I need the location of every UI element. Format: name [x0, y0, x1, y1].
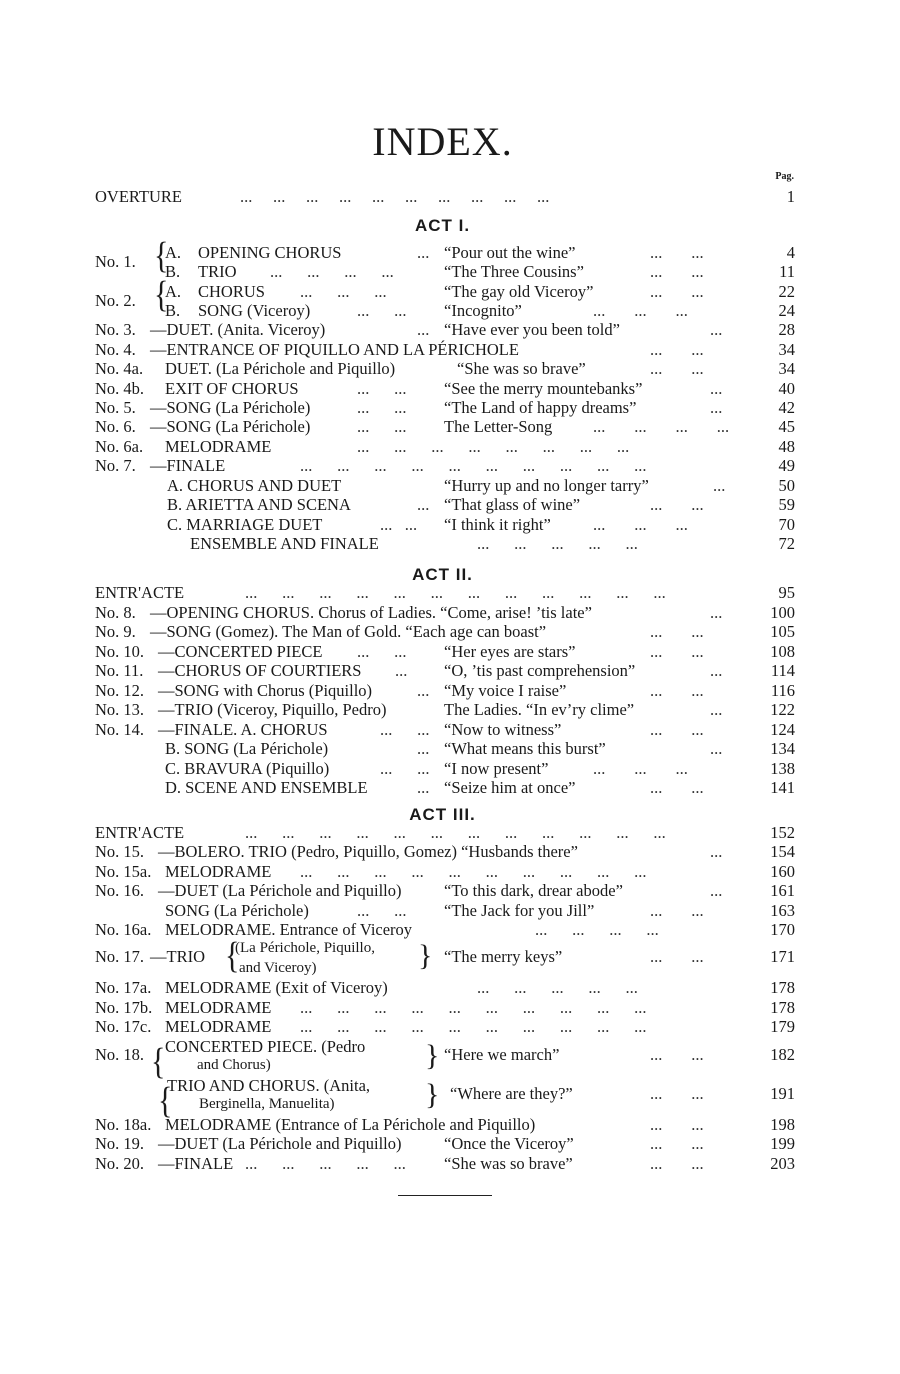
entry-page: 95 — [778, 583, 795, 602]
entry-no4a — [95, 359, 795, 378]
entry-label: B. SONG (La Périchole) — [165, 739, 329, 758]
entry-label: MELODRAME — [165, 998, 272, 1017]
leader-dots: ... ... — [650, 642, 704, 661]
entry-number: No. 17c. — [95, 1017, 152, 1036]
entry-song: “The merry keys” — [444, 947, 563, 966]
page-column-label: Pag. — [775, 171, 794, 182]
entry-song: “To this dark, drear abode” — [444, 881, 623, 900]
leader-dots: ... ... — [650, 340, 704, 359]
entry-song: “See the merry mountebanks” — [444, 379, 643, 398]
entry-song: The Ladies. “In ev’ry clime” — [444, 700, 635, 719]
leader-dots: ... ... ... — [593, 301, 688, 320]
leader-dots: ... ... ... ... ... ... ... ... ... ... — [300, 1017, 647, 1036]
leader-dots: ... — [417, 243, 430, 262]
entry-page: 28 — [778, 320, 795, 339]
leader-dots: ... ... — [650, 947, 704, 966]
entry-label: ENTR'ACTE — [95, 583, 185, 602]
entry-label: C. MARRIAGE DUET — [167, 515, 323, 534]
entry-number: No. 18. — [95, 1045, 145, 1064]
entry-song: “Now to witness” — [444, 720, 562, 739]
leader-dots: ... — [395, 661, 408, 680]
leader-dots: ... ... — [650, 243, 704, 262]
entry-label: OVERTURE — [95, 187, 183, 206]
entry-no4b — [95, 379, 795, 398]
entry-label: B. ARIETTA AND SCENA — [167, 495, 351, 514]
entry-song: “What means this burst” — [444, 739, 606, 758]
leader-dots: ... ... — [357, 301, 407, 320]
entry-page: 59 — [778, 495, 795, 514]
entry-song: “Seize him at once” — [444, 778, 576, 797]
entry-no16 — [95, 881, 795, 900]
entry-page: 72 — [778, 534, 795, 553]
entry-page: 124 — [770, 720, 795, 739]
entry-song: “She was so brave” — [444, 1154, 573, 1173]
entry-no14d — [95, 778, 795, 797]
entry-number: No. 10. — [95, 642, 145, 661]
entry-label: —FINALE. A. CHORUS — [158, 720, 328, 739]
leader-dots: ... ... ... ... ... ... ... ... ... ... — [300, 456, 647, 475]
entry-number: No. 15. — [95, 842, 145, 861]
entry-number: No. 17b. — [95, 998, 153, 1017]
leader-dots: ... — [710, 379, 723, 398]
entry-no13 — [95, 700, 795, 719]
entry-page: 11 — [779, 262, 795, 281]
entry-no16-song — [95, 901, 795, 920]
entry-page: 4 — [786, 243, 795, 262]
entry-no15 — [95, 842, 795, 861]
brace-close: } — [425, 1078, 440, 1111]
leader-dots: ... ... ... — [593, 759, 688, 778]
brace-close: } — [418, 939, 433, 972]
leader-dots: ... ... ... ... — [270, 262, 394, 281]
entry-page: 70 — [778, 515, 795, 534]
leader-dots: ... ... — [380, 720, 430, 739]
entry-letter: B. — [165, 301, 181, 320]
act-heading-2: ACT II. — [412, 565, 473, 584]
brace: { — [154, 234, 169, 276]
leader-dots: ... — [713, 476, 726, 495]
entry-number: No. 18a. — [95, 1115, 152, 1134]
brace: { — [158, 1079, 173, 1121]
entry-page: 48 — [778, 437, 795, 456]
entry-no4 — [95, 340, 795, 359]
leader-dots: ... ... ... ... ... ... ... ... ... ... — [300, 862, 647, 881]
leader-dots: ... ... ... ... ... ... ... ... ... ... — [240, 187, 550, 206]
leader-dots: ... ... ... ... ... ... ... ... ... ... — [300, 998, 647, 1017]
entry-number: No. 20. — [95, 1154, 145, 1173]
entry-label: TRIO — [198, 262, 237, 281]
entry-label: TRIO AND CHORUS. (Anita, — [167, 1076, 371, 1095]
entry-voices: (La Périchole, Piquillo, — [235, 940, 375, 956]
entry-page: 152 — [770, 823, 795, 842]
entry-page: 171 — [770, 947, 795, 966]
entry-song: “Have ever you been told” — [444, 320, 620, 339]
entry-page: 114 — [770, 661, 795, 680]
leader-dots: ... — [710, 739, 723, 758]
leader-dots: ... ... — [380, 759, 430, 778]
entry-page: 138 — [770, 759, 795, 778]
leader-dots: ... — [417, 681, 430, 700]
leader-dots: ... ... — [650, 778, 704, 797]
act-heading-3: ACT III. — [409, 805, 476, 824]
leader-dots: ... — [710, 320, 723, 339]
entry-song: “That glass of wine” — [444, 495, 581, 514]
entry-page: 134 — [770, 739, 795, 758]
page-title: INDEX. — [372, 119, 513, 164]
entry-song: “I think it right” — [444, 515, 551, 534]
entry-no9 — [95, 622, 795, 641]
brace: { — [225, 934, 240, 976]
leader-dots: ... ... ... ... — [535, 920, 659, 939]
entry-no18b-label-2 — [95, 1095, 795, 1114]
entry-song: “My voice I raise” — [444, 681, 567, 700]
brace-close: } — [425, 1039, 440, 1072]
entry-number: No. 12. — [95, 681, 145, 700]
entry-song: “Incognito” — [444, 301, 522, 320]
entry-page: 100 — [770, 603, 795, 622]
entry-number: No. 16a. — [95, 920, 152, 939]
leader-dots: ... ... ... — [300, 282, 387, 301]
entry-label: MELODRAME — [165, 1017, 272, 1036]
entry-page: 34 — [778, 340, 795, 359]
entry-number: No. 5. — [95, 398, 136, 417]
leader-dots: ... ... ... ... ... ... ... ... ... ... ... ... — [245, 583, 666, 602]
entry-letter: A. — [165, 243, 182, 262]
entry-no18-label-2 — [95, 1056, 795, 1075]
entry-label: A. CHORUS AND DUET — [167, 476, 342, 495]
entry-no7d — [95, 534, 795, 553]
entry-label: CHORUS — [198, 282, 265, 301]
leader-dots: ... — [710, 398, 723, 417]
leader-dots: ... — [710, 881, 723, 900]
entry-label: —OPENING CHORUS. Chorus of Ladies. “Come, arise! ’tis late” — [150, 603, 592, 622]
leader-dots: ... ... — [650, 720, 704, 739]
leader-dots: ... — [417, 495, 430, 514]
entry-label: MELODRAME (Exit of Viceroy) — [165, 978, 388, 997]
entry-page: 50 — [778, 476, 795, 495]
leader-dots: ... ... — [650, 1154, 704, 1173]
entry-number: No. 1. — [95, 252, 136, 271]
entry-label: CONCERTED PIECE. (Pedro — [165, 1037, 366, 1056]
leader-dots: ... ... — [650, 1134, 704, 1153]
entry-voices: and Viceroy) — [239, 960, 317, 976]
entry-label: —SONG with Chorus (Piquillo) — [158, 681, 373, 700]
entry-label: —DUET. (Anita. Viceroy) — [150, 320, 326, 339]
entry-page: 49 — [778, 456, 795, 475]
entry-page: 170 — [770, 920, 795, 939]
entry-page: 22 — [778, 282, 795, 301]
entry-no6a — [95, 437, 795, 456]
leader-dots: ... ... — [357, 379, 407, 398]
entry-song: “The Three Cousins” — [444, 262, 584, 281]
entry-song: The Letter-Song — [444, 417, 553, 436]
entry-no2b — [95, 301, 795, 320]
entry-label: —FINALE — [158, 1154, 234, 1173]
entry-number: No. 9. — [95, 622, 136, 641]
entry-song: “The Land of happy dreams” — [444, 398, 637, 417]
leader-dots: ... — [417, 778, 430, 797]
leader-dots: ... ... — [650, 681, 704, 700]
entry-number: No. 11. — [95, 661, 144, 680]
entry-number: No. 13. — [95, 700, 145, 719]
entry-label: EXIT OF CHORUS — [165, 379, 299, 398]
entry-label: —SONG (La Périchole) — [150, 398, 311, 417]
entry-page: 163 — [770, 901, 795, 920]
entry-song: “Here we march” — [444, 1045, 560, 1064]
entry-label: —DUET (La Périchole and Piquillo) — [158, 881, 402, 900]
entry-label: —DUET (La Périchole and Piquillo) — [158, 1134, 402, 1153]
entry-label: —TRIO (Viceroy, Piquillo, Pedro) — [158, 700, 387, 719]
brace: { — [151, 1040, 166, 1082]
brace: { — [154, 273, 169, 315]
entry-number: No. 6. — [95, 417, 136, 436]
entry-label: MELODRAME — [165, 862, 272, 881]
entry-number: No. 8. — [95, 603, 136, 622]
leader-dots: ... ... ... ... ... — [477, 534, 638, 553]
entry-song: “She was so brave” — [457, 359, 586, 378]
entry-page: 178 — [770, 978, 795, 997]
entry-label: OPENING CHORUS — [198, 243, 342, 262]
entry-page: 199 — [770, 1134, 795, 1153]
leader-dots: ... ... — [357, 417, 407, 436]
leader-dots: ... ... — [650, 495, 704, 514]
entry-page: 182 — [770, 1045, 795, 1064]
entry-label: —ENTRANCE OF PIQUILLO AND LA PÉRICHOLE — [150, 340, 519, 359]
entry-entracte-2 — [95, 583, 795, 602]
entry-no18a — [95, 1115, 795, 1134]
entry-page: 116 — [770, 681, 795, 700]
entry-no17c — [95, 1017, 795, 1036]
entry-label: ENSEMBLE AND FINALE — [190, 534, 379, 553]
entry-page: 203 — [770, 1154, 795, 1173]
entry-song: “Hurry up and no longer tarry” — [444, 476, 649, 495]
entry-no5 — [95, 398, 795, 417]
entry-label: and Chorus) — [197, 1057, 271, 1073]
entry-no8 — [95, 603, 795, 622]
leader-dots: ... ... — [357, 398, 407, 417]
entry-page: 178 — [770, 998, 795, 1017]
leader-dots: ... ... — [650, 1045, 704, 1064]
entry-no7c — [95, 515, 795, 534]
entry-no20 — [95, 1154, 795, 1173]
leader-dots: ... — [710, 842, 723, 861]
entry-page: 34 — [778, 359, 795, 378]
leader-dots: ... ... ... ... ... ... ... ... — [357, 437, 630, 456]
entry-label: ENTR'ACTE — [95, 823, 185, 842]
entry-overture — [95, 187, 795, 206]
entry-label: C. BRAVURA (Piquillo) — [165, 759, 330, 778]
entry-song: “O, ’tis past comprehension” — [444, 661, 636, 680]
entry-label: MELODRAME. Entrance of Viceroy — [165, 920, 413, 939]
entry-song: “Pour out the wine” — [444, 243, 576, 262]
entry-no1b — [95, 262, 795, 281]
leader-dots: ... ... — [650, 262, 704, 281]
leader-dots: ... — [710, 603, 723, 622]
leader-dots: ... — [710, 661, 723, 680]
leader-dots: ... ... ... ... ... — [245, 1154, 406, 1173]
leader-dots: ... — [710, 700, 723, 719]
entry-no10 — [95, 642, 795, 661]
entry-no3 — [95, 320, 795, 339]
entry-no19 — [95, 1134, 795, 1153]
entry-label: MELODRAME — [165, 437, 272, 456]
entry-song: “Her eyes are stars” — [444, 642, 576, 661]
entry-page: 179 — [770, 1017, 795, 1036]
entry-label: —SONG (La Périchole) — [150, 417, 311, 436]
act-heading-1: ACT I. — [414, 216, 471, 235]
entry-no17-voices-1 — [95, 939, 795, 958]
entry-song: “The Jack for you Jill” — [444, 901, 595, 920]
entry-page: 160 — [770, 862, 795, 881]
entry-no14c — [95, 759, 795, 778]
entry-page: 108 — [770, 642, 795, 661]
entry-page: 141 — [770, 778, 795, 797]
leader-dots: ... ... — [357, 901, 407, 920]
entry-number: No. 19. — [95, 1134, 145, 1153]
entry-label: —BOLERO. TRIO (Pedro, Piquillo, Gomez) “Husbands there” — [158, 842, 578, 861]
entry-label: D. SCENE AND ENSEMBLE — [165, 778, 368, 797]
entry-label: SONG (Viceroy) — [198, 301, 311, 320]
entry-song: “The gay old Viceroy” — [444, 282, 594, 301]
leader-dots: ... ... ... — [593, 515, 688, 534]
entry-page: 198 — [770, 1115, 795, 1134]
entry-no14 — [95, 720, 795, 739]
entry-page: 105 — [770, 622, 795, 641]
leader-dots: ... ... — [650, 901, 704, 920]
leader-dots: ... ... — [380, 515, 418, 534]
entry-no12 — [95, 681, 795, 700]
entry-label: —CONCERTED PIECE — [158, 642, 323, 661]
entry-label: SONG (La Périchole) — [165, 901, 309, 920]
entry-number: No. 2. — [95, 291, 136, 310]
leader-dots: ... ... ... ... ... ... ... ... ... ... ... ... — [245, 823, 666, 842]
entry-no15a — [95, 862, 795, 881]
entry-number: No. 4. — [95, 340, 136, 359]
entry-label: —FINALE — [150, 456, 226, 475]
entry-number: No. 7. — [95, 456, 136, 475]
entry-page: 1 — [786, 187, 795, 206]
leader-dots: ... ... ... ... — [593, 417, 730, 436]
entry-number: No. 4a. — [95, 359, 144, 378]
leader-dots: ... — [417, 739, 430, 758]
entry-label: DUET. (La Périchole and Piquillo) — [165, 359, 396, 378]
entry-label: —SONG (Gomez). The Man of Gold. “Each age can boast” — [150, 622, 547, 641]
leader-dots: ... ... — [357, 642, 407, 661]
leader-dots: ... ... — [650, 282, 704, 301]
entry-label: —CHORUS OF COURTIERS — [158, 661, 362, 680]
entry-number: No. 14. — [95, 720, 145, 739]
entry-page: 45 — [778, 417, 795, 436]
entry-page: 161 — [770, 881, 795, 900]
entry-no17b — [95, 998, 795, 1017]
entry-letter: B. — [165, 262, 181, 281]
entry-label: MELODRAME (Entrance of La Périchole and Piquillo) — [165, 1115, 536, 1134]
entry-page: 154 — [770, 842, 795, 861]
leader-dots: ... — [417, 320, 430, 339]
entry-no17a — [95, 978, 795, 997]
entry-no6 — [95, 417, 795, 436]
entry-no7a — [95, 476, 795, 495]
entry-label: Berginella, Manuelita) — [199, 1096, 335, 1112]
entry-song: “Once the Viceroy” — [444, 1134, 574, 1153]
entry-page: 191 — [770, 1084, 795, 1103]
entry-number: No. 16. — [95, 881, 145, 900]
leader-dots: ... ... — [650, 622, 704, 641]
leader-dots: ... ... — [650, 1084, 704, 1103]
entry-page: 122 — [770, 700, 795, 719]
entry-page: 42 — [778, 398, 795, 417]
entry-no14b — [95, 739, 795, 758]
entry-no16a — [95, 920, 795, 939]
entry-number: No. 4b. — [95, 379, 145, 398]
entry-no11 — [95, 661, 795, 680]
entry-number: No. 17. — [95, 947, 145, 966]
entry-number: No. 6a. — [95, 437, 144, 456]
end-rule — [398, 1195, 492, 1196]
entry-song: “Where are they?” — [450, 1084, 573, 1103]
entry-no7 — [95, 456, 795, 475]
leader-dots: ... ... — [650, 1115, 704, 1134]
entry-no7b — [95, 495, 795, 514]
entry-label: —TRIO — [150, 947, 205, 966]
entry-number: No. 15a. — [95, 862, 152, 881]
entry-page: 24 — [778, 301, 795, 320]
entry-song: “I now present” — [444, 759, 549, 778]
entry-letter: A. — [165, 282, 182, 301]
leader-dots: ... ... — [650, 359, 704, 378]
leader-dots: ... ... ... ... ... — [477, 978, 638, 997]
entry-page: 40 — [778, 379, 795, 398]
entry-entracte-3 — [95, 823, 795, 842]
entry-number: No. 17a. — [95, 978, 152, 997]
entry-number: No. 3. — [95, 320, 136, 339]
